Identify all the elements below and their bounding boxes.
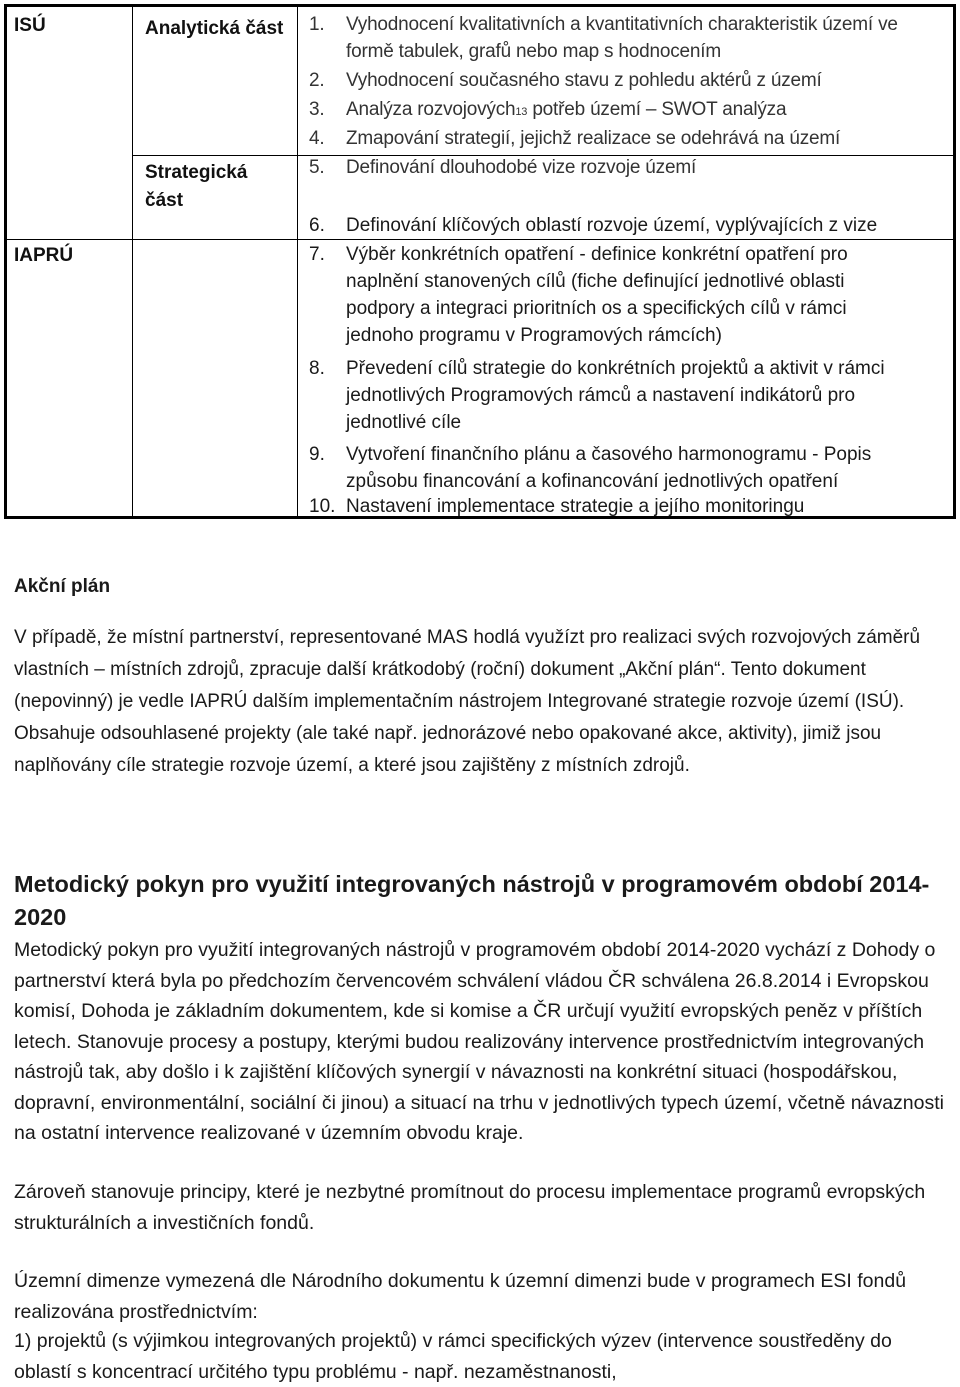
table-divider — [297, 7, 298, 516]
metodicky-paragraph: 1) projektů (s výjimkou integrovaných projektů) v rámci specifických výzev (intervence soustředěny do oblastí s koncentrací určitého typu problému - např. nezaměstnanosti, — [14, 1330, 892, 1383]
row-label-iapru: IAPRÚ — [14, 245, 74, 266]
akcni-plan-paragraph: V případě, že místní partnerství, representované MAS hodlá využízt pro realizaci svých rozvojových záměrů vlastních – místních zdrojů, zpracuje další krátkodobý (roční) dokument „Akční plán“. Tento dokument (nepovinný) je vedle IAPRÚ dalším implementačním nástrojem Integrované strategie rozvoje území (ISÚ). Obsahuje odsouhlasené projekty (ale také např. jednorázové nebo opakované akce, aktivity), jimiž jsou naplňovány cíle strategie rozvoje území, a které jsou zajištěny z místních zdrojů. — [14, 627, 921, 776]
metodicky-paragraph: Územní dimenze vymezená dle Národního dokumentu k územní dimenzi bude v programech ESI fondů realizována prostřednictvím: — [14, 1270, 907, 1323]
section-label-analytic: Analytická část — [145, 18, 284, 39]
table-divider — [7, 239, 953, 240]
strategy-table: ISÚ IAPRÚ Analytická část Strategická část 1. Vyhodnocení kvalitativních a kvantitativních charakteristik území ve formě tabulek, grafů nebo map s hodnocením 2. Vyhodnocení současného stavu z pohledu aktérů z území 3. Analýza rozvojových13 potřeb území – SWOT analýza 4. Zmapování strategií, jejichž realizace se odehrává na území 5. Definování dlouhodobé vize rozvoje území 6. Definování klíčových oblastí rozvoje území, vyplývajících z vize 7. Výběr konkrétních opatření - definice konkrétní opatření pro naplnění stanovených cílů (fiche definující jednotlivé oblasti podpory a integraci prioritních os a specifických cílů v rámci jednoho programu v Programových rámcích) 8. Převedení cílů strategie do konkrétních projektů a aktivit v rámci jednotlivých Programových rámců a nastavení indikátorů pro jednotlivé cíle 9. Vytvoření finančního plánu a časového harmonogramu - Popis způsobu financování a kofinancování jednotlivých opatření 10. Nastavení implementace strategie a jejího monitoringu — [4, 4, 956, 519]
table-divider — [132, 7, 133, 516]
row-label-isu: ISÚ — [14, 15, 46, 36]
metodicky-paragraph: Metodický pokyn pro využití integrovaných nástrojů v programovém období 2014-2020 vychází z Dohody o partnerství která byla po předchozím červencovém schválení vládou ČR schválena 26.8.2014 i Evropskou komisí, Dohoda je základním dokumentem, kde si komise a ČR určují využití evropských peněz v příštích letech. Stanovuje procesy a postupy, kterými budou realizovány intervence prostřednictvím integrovaných nástrojů tak, aby došlo i k zajištění klíčových synergií v návaznosti na konkrétní situaci (hospodářskou, dopravní, environmentální, sociální či jinou) a situací na trhu v jednotlivých typech území, včetně návaznosti na ostatní intervence realizované v územním obvodu kraje. — [14, 939, 944, 1144]
section-label-strategic: Strategická část — [145, 162, 248, 211]
metodicky-paragraph: Zároveň stanovuje principy, které je nezbytné promítnout do procesu implementace programů evropských strukturálních a investičních fondů. — [14, 1181, 926, 1234]
page-title: Metodický pokyn pro využití integrovaných nástrojů v programovém období 2014-2020 — [14, 871, 930, 930]
section-heading-akcni-plan: Akční plán — [14, 576, 111, 597]
